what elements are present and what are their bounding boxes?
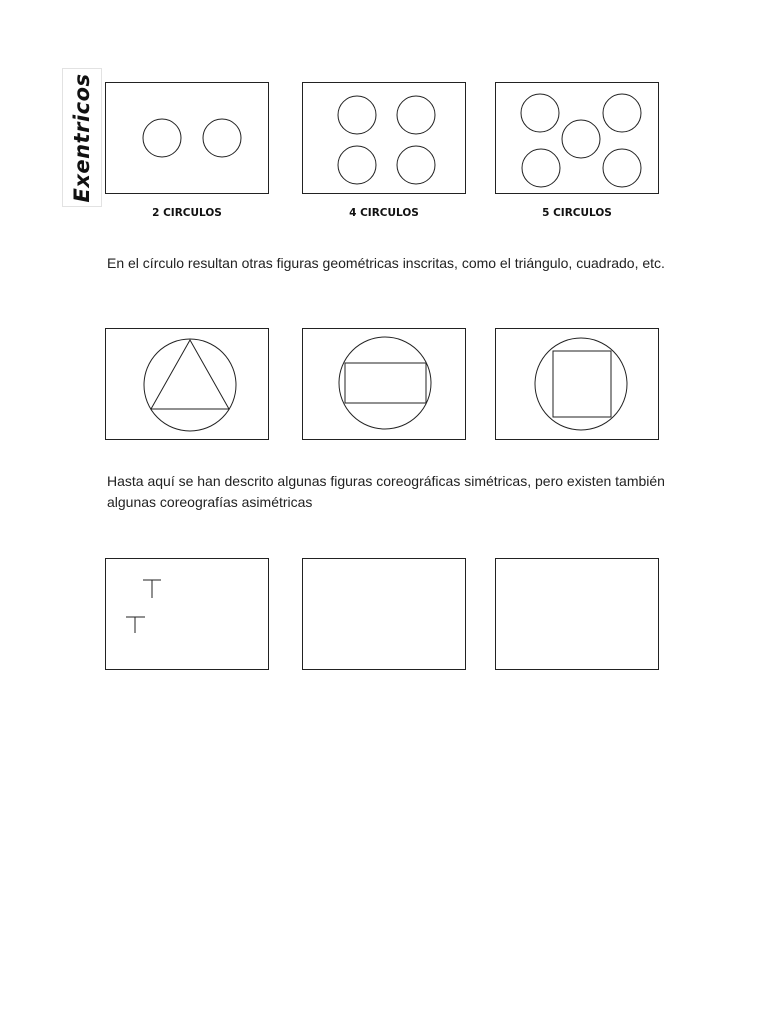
circle [522,149,560,187]
figure-asymmetric-2 [302,558,466,670]
circle [521,94,559,132]
circle [203,119,241,157]
circle [338,146,376,184]
caption-5-circles: 5 CIRCULOS [542,207,612,219]
circle [535,338,627,430]
section-title: Exentricos [70,72,94,203]
circle [338,96,376,134]
circle [339,337,431,429]
section-title-box [62,68,102,207]
t-mark [143,580,161,598]
square [553,351,611,417]
figure-5-circles [495,82,659,194]
figure-inscribed-triangle [105,328,269,440]
triangle [151,340,229,409]
circle [143,119,181,157]
circle [562,120,600,158]
paragraph-asymmetric: Hasta aquí se han descrito algunas figuras coreográficas simétricas, pero existen también algunas coreografías asimétricas [107,473,665,510]
figure-2-circles [105,82,269,194]
figure-4-circles [302,82,466,194]
figure-asymmetric-3 [495,558,659,670]
figure-inscribed-rectangle [302,328,466,440]
circle [603,149,641,187]
caption-2-circles: 2 CIRCULOS [152,207,222,219]
paragraph-inscribed-figures: En el círculo resultan otras figuras geométricas inscritas, como el triángulo, cuadrado, etc. [107,255,665,271]
caption-4-circles: 4 CIRCULOS [349,207,419,219]
t-mark [126,617,145,633]
figure-asymmetric-1 [105,558,269,670]
rectangle [345,363,426,403]
circle [603,94,641,132]
circle [144,339,236,431]
circle [397,146,435,184]
circle [397,96,435,134]
figure-inscribed-square [495,328,659,440]
